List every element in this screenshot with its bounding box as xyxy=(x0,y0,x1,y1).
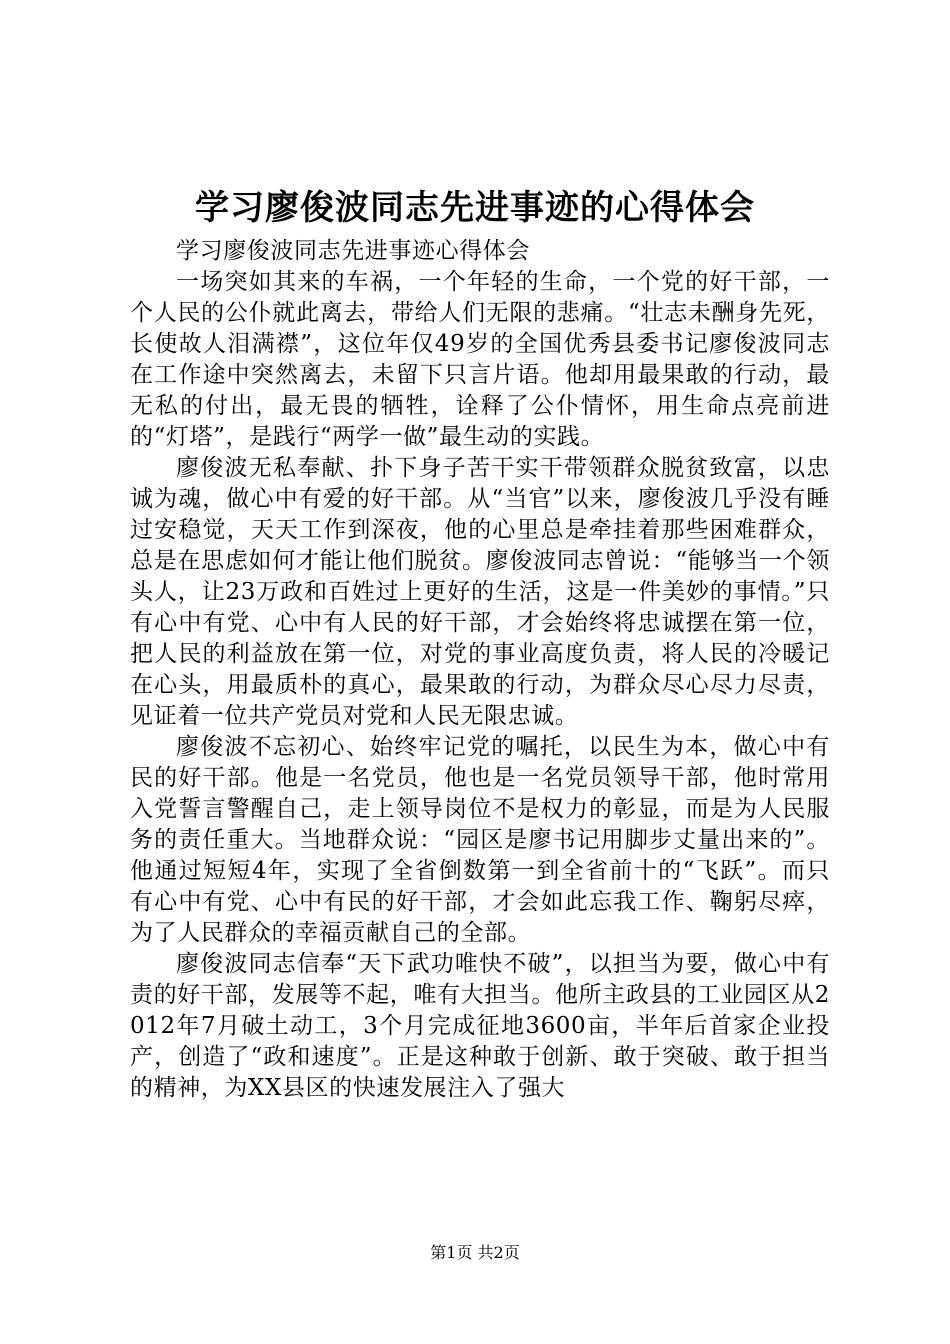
body-paragraph: 廖俊波不忘初心、始终牢记党的嘱托，以民生为本，做心中有民的好干部。他是一名党员，他也是一名党员领导干部，他时常用入党誓言警醒自己，走上领导岗位不是权力的彰显，而是为人民服务的责任重大。当地群众说：“园区是廖书记用脚步丈量出来的”。他通过短短4年，实现了全省倒数第一到全省前十的“飞跃”。而只有心中有党、心中有民的好干部，才会如此忘我工作、鞠躬尽瘁，为了人民群众的幸福贡献自己的全部。 xyxy=(130,734,830,946)
page-number-footer: 第1页 共2页 xyxy=(430,1243,520,1262)
body-paragraph: 廖俊波无私奉献、扑下身子苦干实干带领群众脱贫致富，以忠诚为魂，做心中有爱的好干部。从“当官”以来，廖俊波几乎没有睡过安稳觉，天天工作到深夜，他的心里总是牵挂着那些困难群众，总是在思虑如何才能让他们脱贫。廖俊波同志曾说：“能够当一个领头人，让23万政和百姓过上更好的生活，这是一件美妙的事情。”只有心中有党、心中有人民的好干部，才会始终将忠诚摆在第一位，把人民的利益放在第一位，对党的事业高度负责，将人民的冷暖记在心头，用最质朴的真心，最果敢的行动，为群众尽心尽力尽责，见证着一位共产党员对党和人民无限忠诚。 xyxy=(130,455,830,729)
document-title: 学习廖俊波同志先进事迹的心得体会 xyxy=(195,188,755,228)
body-paragraph: 廖俊波同志信奉“天下武功唯快不破”，以担当为要，做心中有责的好干部，发展等不起，唯有大担当。他所主政县的工业园区从2012年7月破土动工，3个月完成征地3600亩，半年后首家企业投产，创造了“政和速度”。正是这种敢于创新、敢于突破、敢于担当的精神，为XX县区的快速发展注入了强大 xyxy=(130,951,830,1101)
subtitle-paragraph: 学习廖俊波同志先进事迹心得体会 xyxy=(176,238,530,264)
body-paragraph: 一场突如其来的车祸，一个年轻的生命，一个党的好干部，一个人民的公仆就此离去，带给人们无限的悲痛。“壮志未酬身先死，长使故人泪满襟”，这位年仅49岁的全国优秀县委书记廖俊波同志在工作途中突然离去，未留下只言片语。他却用最果敢的行动，最无私的付出，最无畏的牺牲，诠释了公仆情怀，用生命点亮前进的“灯塔”，是践行“两学一做”最生动的实践。 xyxy=(130,269,830,450)
document-body xyxy=(130,236,830,1104)
